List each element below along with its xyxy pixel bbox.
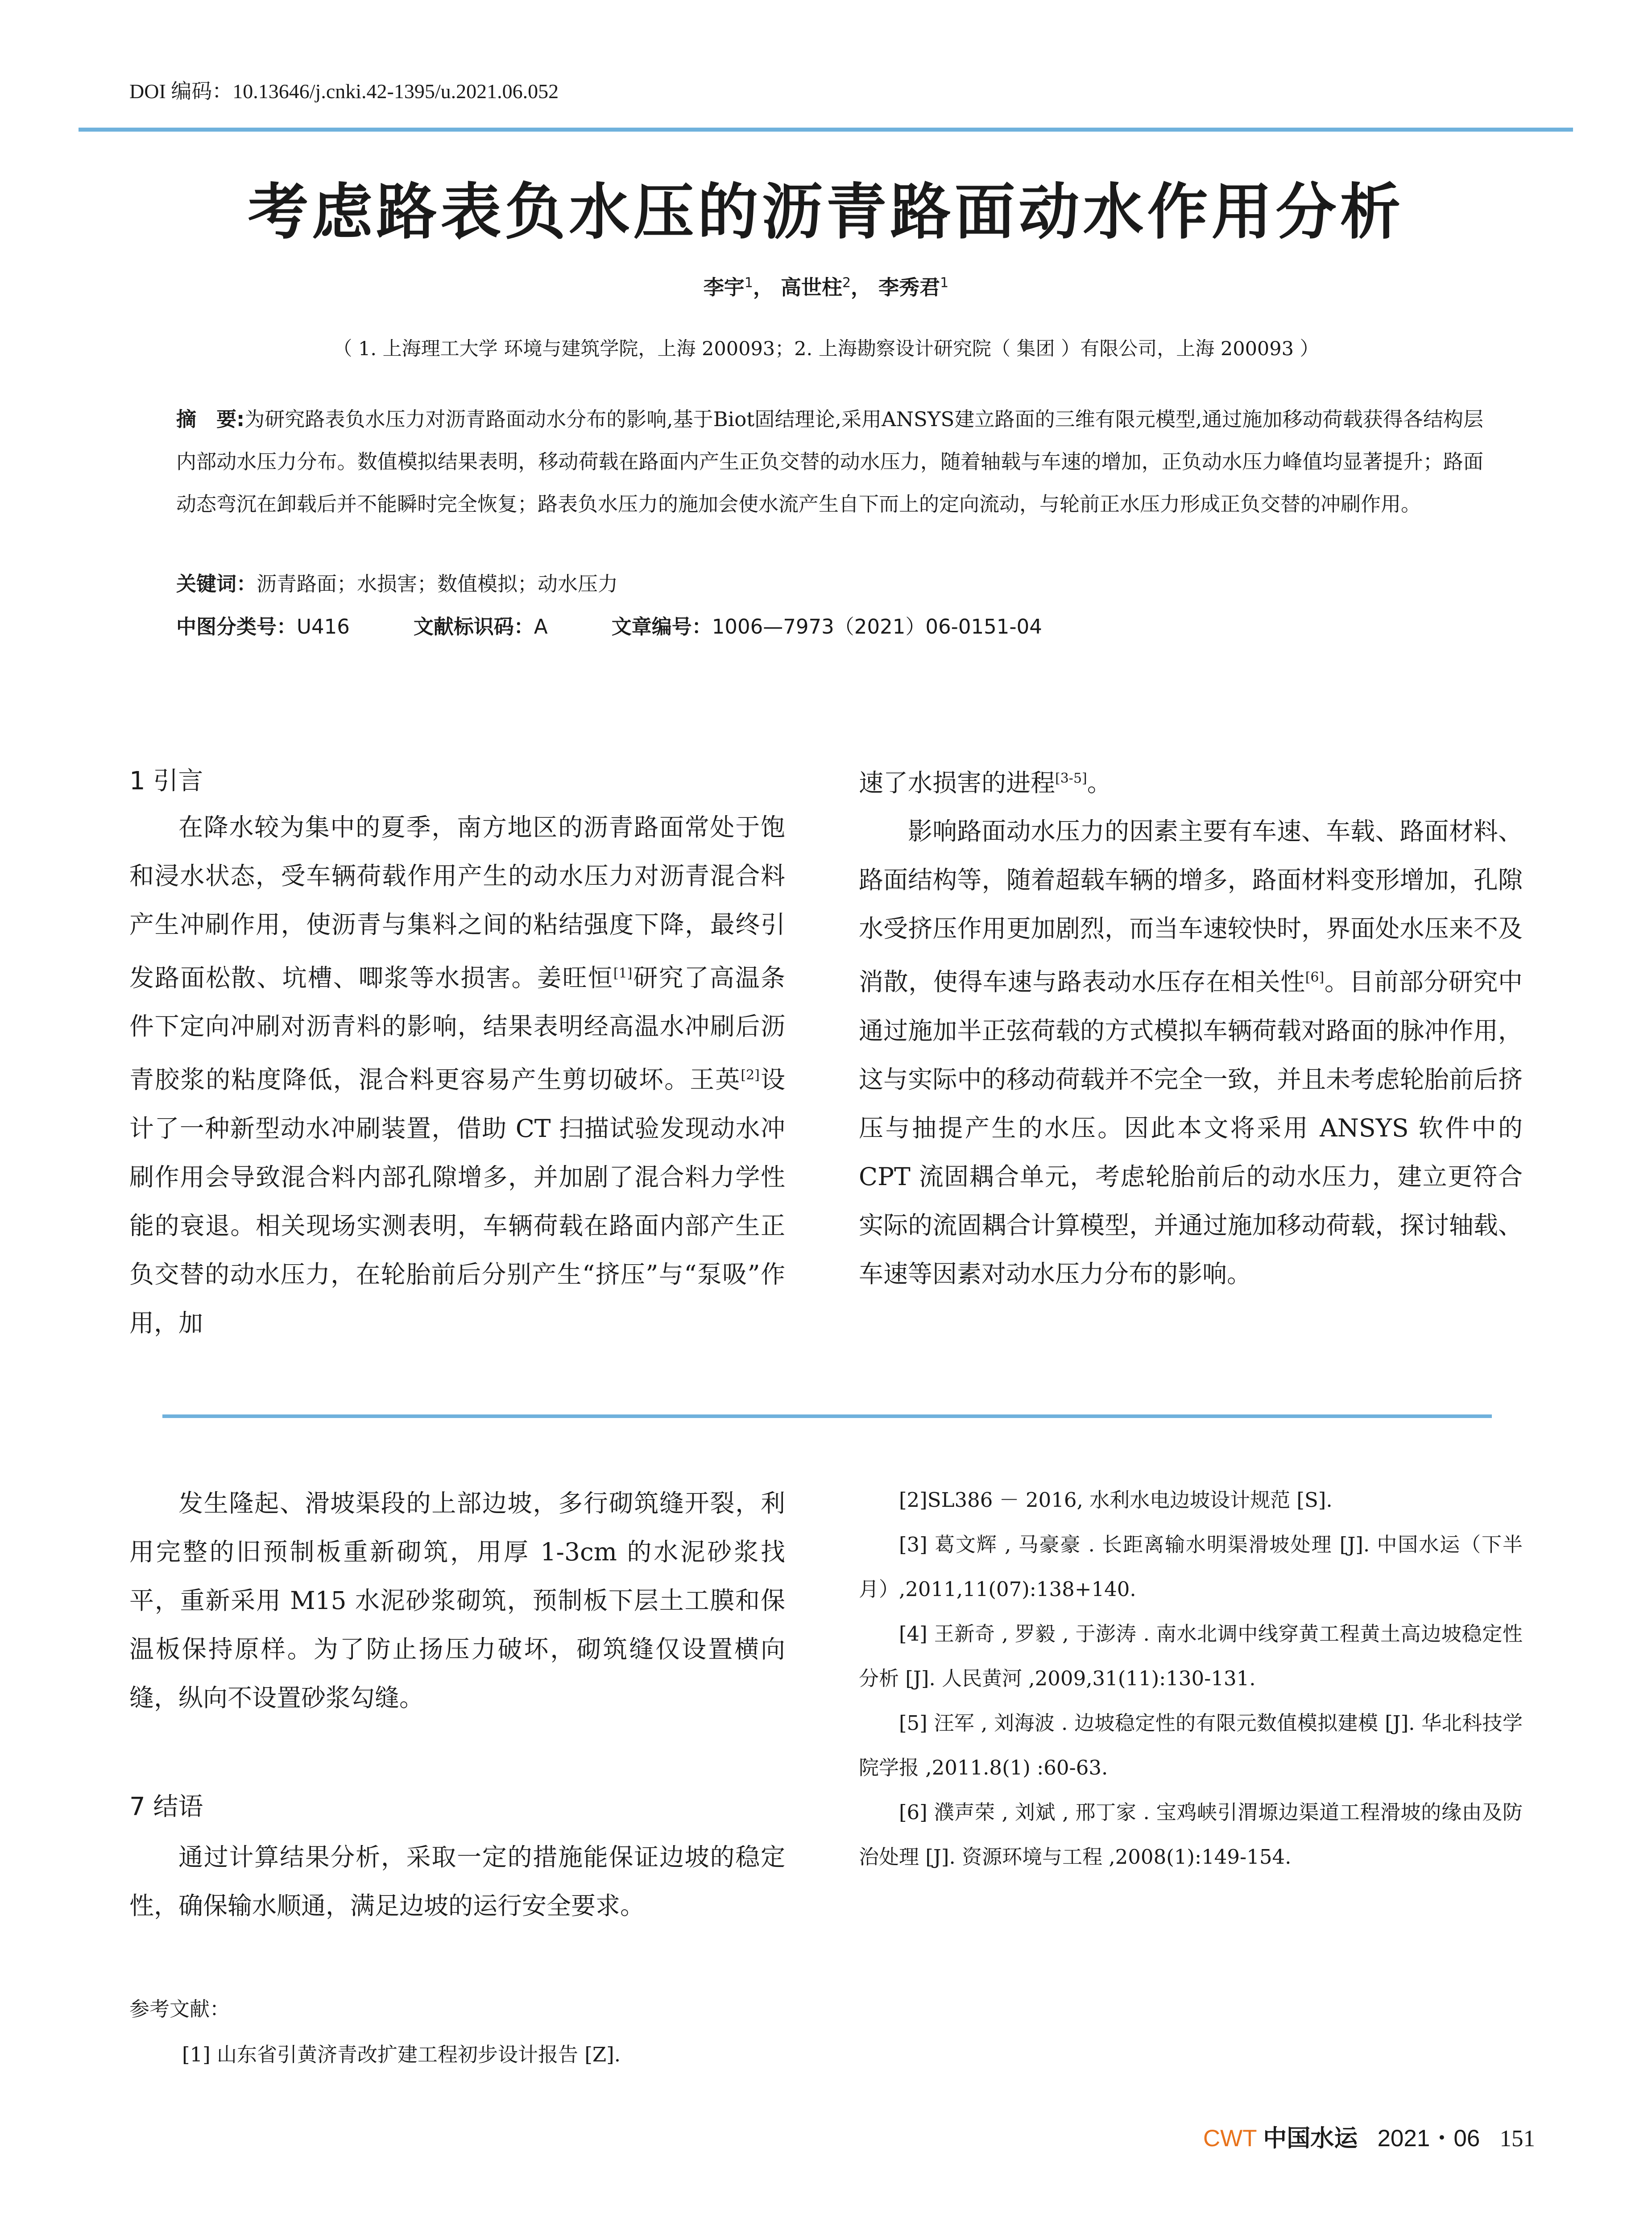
author-separator: ， <box>851 275 872 299</box>
body-text: 。 <box>1087 768 1112 797</box>
intro-left-column <box>129 803 785 1348</box>
reference-item: [2]SL386 － 2016, 水利水电边坡设计规范 [S]. <box>899 1488 1333 1512</box>
article-number-value: 1006—7973（2021）06-0151-04 <box>712 615 1042 639</box>
header-rule <box>79 128 1573 132</box>
reference-item: [4] 王新奇 , 罗毅 , 于澎涛 . 南水北调中线穿黄工程黄土高边坡稳定性分析 [J]. 人民黄河 ,2009,31(11):130-131. <box>859 1622 1523 1690</box>
citation: [1] <box>613 966 633 981</box>
doc-code-label: 文献标识码： <box>413 615 534 639</box>
abstract-text: 为研究路表负水压力对沥青路面动水分布的影响,基于Biot固结理论,采用ANSYS建立路面的三维有限元模型,通过施加移动荷载获得各结构层内部动水压力分布。数值模拟结果表明，移动荷载在路面内产生正负交替的动水压力，随着轴载与车速的增加，正负动水压力峰值均显著提升；路面动态弯沉在卸载后并不能瞬时完全恢复；路表负水压力的施加会使水流产生自下而上的定向流动，与轮前正水压力形成正负交替的冲刷作用。 <box>176 407 1483 516</box>
classification-line <box>176 610 1042 639</box>
section-divider <box>162 1414 1492 1418</box>
issue-number: 2021・06 <box>1377 2125 1480 2152</box>
body-text: 设计了一种新型动水冲刷装置，借助 CT 扫描试验发现动水冲刷作用会导致混合料内部孔隙增多，并加剧了混合料力学性能的衰退。相关现场实测表明，车辆荷载在路面内部产生正负交替的动水压力，在轮胎前后分别产生“挤压”与“泵吸”作用，加 <box>129 1065 785 1337</box>
body-paragraph <box>129 803 785 1348</box>
reference-item: [5] 汪军 , 刘海波 . 边坡稳定性的有限元数值模拟建模 [J]. 华北科技学院学报 ,2011.8(1) :60-63. <box>859 1711 1523 1779</box>
article-number-label: 文章编号： <box>611 615 712 639</box>
lower-left-column <box>129 1479 785 1722</box>
keywords <box>176 568 618 597</box>
section-heading-intro: 1 引言 <box>129 767 203 796</box>
body-text: 研究了高温条件下定向冲刷对沥青料的影响，结果表明经高温水冲刷后沥青胶浆的粘度降低，混合料更容易产生剪切破坏。王英 <box>129 963 785 1094</box>
references-label: 参考文献： <box>129 1997 230 2021</box>
author-separator: ， <box>753 275 774 299</box>
author-name: 李宇 <box>703 275 745 299</box>
intro-right-column <box>859 754 1523 1298</box>
reference-item: [3] 葛文辉 , 马豪豪 . 长距离输水明渠滑坡处理 [J]. 中国水运（下半月）,2011,11(07):138+140. <box>859 1533 1523 1601</box>
doi-line: DOI 编码：10.13646/j.cnki.42-1395/u.2021.06.052 <box>129 80 559 103</box>
author-name: 高世柱 <box>780 275 842 299</box>
author-affil-index: 2 <box>842 275 851 291</box>
page-number: 151 <box>1499 2126 1535 2152</box>
reference-item: [6] 濮声荣 , 刘斌 , 邢丁家 . 宝鸡峡引渭塬边渠道工程滑坡的缘由及防治处理 [J]. 资源环境与工程 ,2008(1):149-154. <box>859 1800 1523 1869</box>
clc-value: U416 <box>297 615 350 639</box>
citation: [3-5] <box>1055 771 1087 786</box>
keywords-text: 沥青路面；水损害；数值模拟；动水压力 <box>257 572 618 596</box>
body-paragraph: 发生隆起、滑坡渠段的上部边坡，多行砌筑缝开裂，利用完整的旧预制板重新砌筑，用厚 1-3cm 的水泥砂浆找平，重新采用 M15 水泥砂浆砌筑，预制板下层土工膜和保温板保持原样。为了防止扬压力破坏，砌筑缝仅设置横向缝，纵向不设置砂浆勾缝。 <box>129 1489 785 1712</box>
reference-item: [1] 山东省引黄济青改扩建工程初步设计报告 [Z]. <box>182 2043 621 2066</box>
abstract <box>176 398 1483 525</box>
body-text: 在降水较为集中的夏季，南方地区的沥青路面常处于饱和浸水状态，受车辆荷载作用产生的动水压力对沥青混合料产生冲刷作用，使沥青与集料之间的粘结强度下降，最终引发路面松散、坑槽、唧浆等水损害。姜旺恒 <box>129 813 785 992</box>
author-affil-index: 1 <box>744 275 753 291</box>
author-affil-index: 1 <box>940 275 949 291</box>
body-text: 速了水损害的进程 <box>859 768 1056 797</box>
section-heading-conclusion: 7 结语 <box>129 1792 203 1821</box>
clc-label: 中图分类号： <box>176 615 297 639</box>
citation: [2] <box>741 1067 760 1083</box>
doc-code-value: A <box>534 615 548 639</box>
keywords-label: 关键词： <box>176 572 257 596</box>
abstract-label: 摘 要: <box>176 407 245 431</box>
body-paragraph: 通过计算结果分析，采取一定的措施能保证边坡的稳定性，确保输水顺通，满足边坡的运行安全要求。 <box>129 1843 785 1920</box>
references-right-column <box>859 1478 1523 1879</box>
body-text: 。目前部分研究中通过施加半正弦荷载的方式模拟车辆荷载对路面的脉冲作用，这与实际中的移动荷载并不完全一致，并且未考虑轮胎前后挤压与抽提产生的水压。因此本文将采用 ANSYS 软件中的 CPT 流固耦合单元，考虑轮胎前后的动水压力，建立更符合实际的流固耦合计算模型，并通过施加移动荷载，探讨轴载、车速等因素对动水压力分布的影响。 <box>859 967 1523 1288</box>
conclusion-column <box>129 1833 785 1930</box>
body-paragraph <box>859 807 1523 1298</box>
body-paragraph <box>859 754 1523 807</box>
author-list <box>0 271 1652 301</box>
page-footer <box>1203 2119 1535 2153</box>
author-name: 李秀君 <box>878 275 940 299</box>
body-text: 影响路面动水压力的因素主要有车速、车载、路面材料、路面结构等，随着超载车辆的增多，路面材料变形增加，孔隙水受挤压作用更加剧烈，而当车速较快时，界面处水压来不及消散，使得车速与路表动水压存在相关性 <box>859 817 1523 996</box>
cwt-logo-text: CWT <box>1203 2125 1257 2152</box>
citation: [6] <box>1305 970 1325 986</box>
article-title: 考虑路表负水压的沥青路面动水作用分析 <box>248 176 1404 248</box>
affiliation: （ 1. 上海理工大学 环境与建筑学院，上海 200093；2. 上海勘察设计研究院（ 集团 ）有限公司，上海 200093 ） <box>333 338 1319 360</box>
journal-name: 中国水运 <box>1263 2124 1358 2152</box>
